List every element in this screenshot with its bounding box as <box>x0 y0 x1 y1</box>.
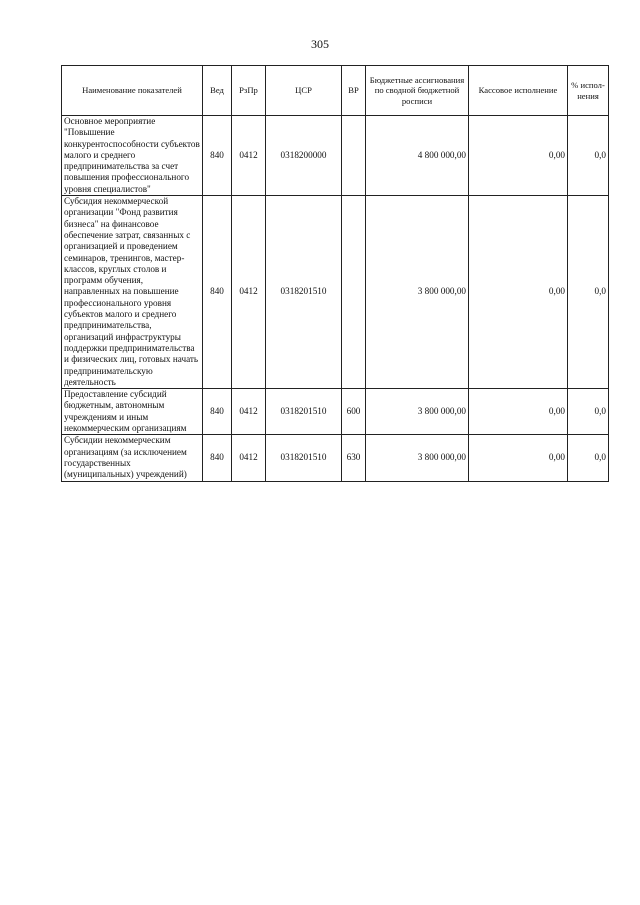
row-name: Предоставление субсидий бюджетным, автономным учреждениям и иным некоммерческим организациям <box>62 389 203 435</box>
row-percent: 0,0 <box>568 435 609 481</box>
table-header-row <box>62 66 609 116</box>
row-ved: 840 <box>203 196 232 389</box>
table-row <box>62 196 609 389</box>
row-rzpr: 0412 <box>232 435 266 481</box>
header-budget: Бюджетные ассигнования по сводной бюджетной росписи <box>366 66 469 116</box>
row-budget: 3 800 000,00 <box>366 435 469 481</box>
row-percent: 0,0 <box>568 116 609 196</box>
row-rzpr: 0412 <box>232 116 266 196</box>
row-vr: 630 <box>342 435 366 481</box>
row-vr <box>342 196 366 389</box>
page-number: 305 <box>311 37 329 51</box>
row-csr: 0318201510 <box>266 389 342 435</box>
row-name: Субсидия некоммерческой организации "Фонд развития бизнеса" на финансовое обеспечение затрат, связанных с организацией и проведением семинаров, тренингов, мастер-классов, круглых столов и программ обучения, направленных на повышение профессионального уровня субъектов малого и среднего предпринимательства, организаций инфраструктуры поддержки предпринимательства и физических лиц, готовых начать предпринимательскую деятельность <box>62 196 203 389</box>
header-cash: Кассовое исполнение <box>469 66 568 116</box>
row-cash: 0,00 <box>469 196 568 389</box>
budget-execution-table <box>61 65 609 482</box>
table-row <box>62 116 609 196</box>
row-rzpr: 0412 <box>232 389 266 435</box>
row-cash: 0,00 <box>469 116 568 196</box>
header-name: Наименование показателей <box>62 66 203 116</box>
row-name: Субсидии некоммерческим организациям (за исключением государственных (муниципальных) учреждений) <box>62 435 203 481</box>
table-row <box>62 435 609 481</box>
row-vr <box>342 116 366 196</box>
row-rzpr: 0412 <box>232 196 266 389</box>
row-ved: 840 <box>203 116 232 196</box>
row-budget: 3 800 000,00 <box>366 196 469 389</box>
row-cash: 0,00 <box>469 389 568 435</box>
row-ved: 840 <box>203 435 232 481</box>
row-csr: 0318201510 <box>266 435 342 481</box>
row-csr: 0318200000 <box>266 116 342 196</box>
header-vr: ВР <box>342 66 366 116</box>
row-budget: 3 800 000,00 <box>366 389 469 435</box>
header-csr: ЦСР <box>266 66 342 116</box>
header-percent: % испол- нения <box>568 66 609 116</box>
row-percent: 0,0 <box>568 196 609 389</box>
row-csr: 0318201510 <box>266 196 342 389</box>
table-row <box>62 389 609 435</box>
row-budget: 4 800 000,00 <box>366 116 469 196</box>
row-name: Основное мероприятие "Повышение конкурентоспособности субъектов малого и среднего предпринимательства за счет повышения профессионального уровня специалистов" <box>62 116 203 196</box>
row-vr: 600 <box>342 389 366 435</box>
row-percent: 0,0 <box>568 389 609 435</box>
header-ved: Вед <box>203 66 232 116</box>
row-cash: 0,00 <box>469 435 568 481</box>
row-ved: 840 <box>203 389 232 435</box>
header-rzpr: РзПр <box>232 66 266 116</box>
